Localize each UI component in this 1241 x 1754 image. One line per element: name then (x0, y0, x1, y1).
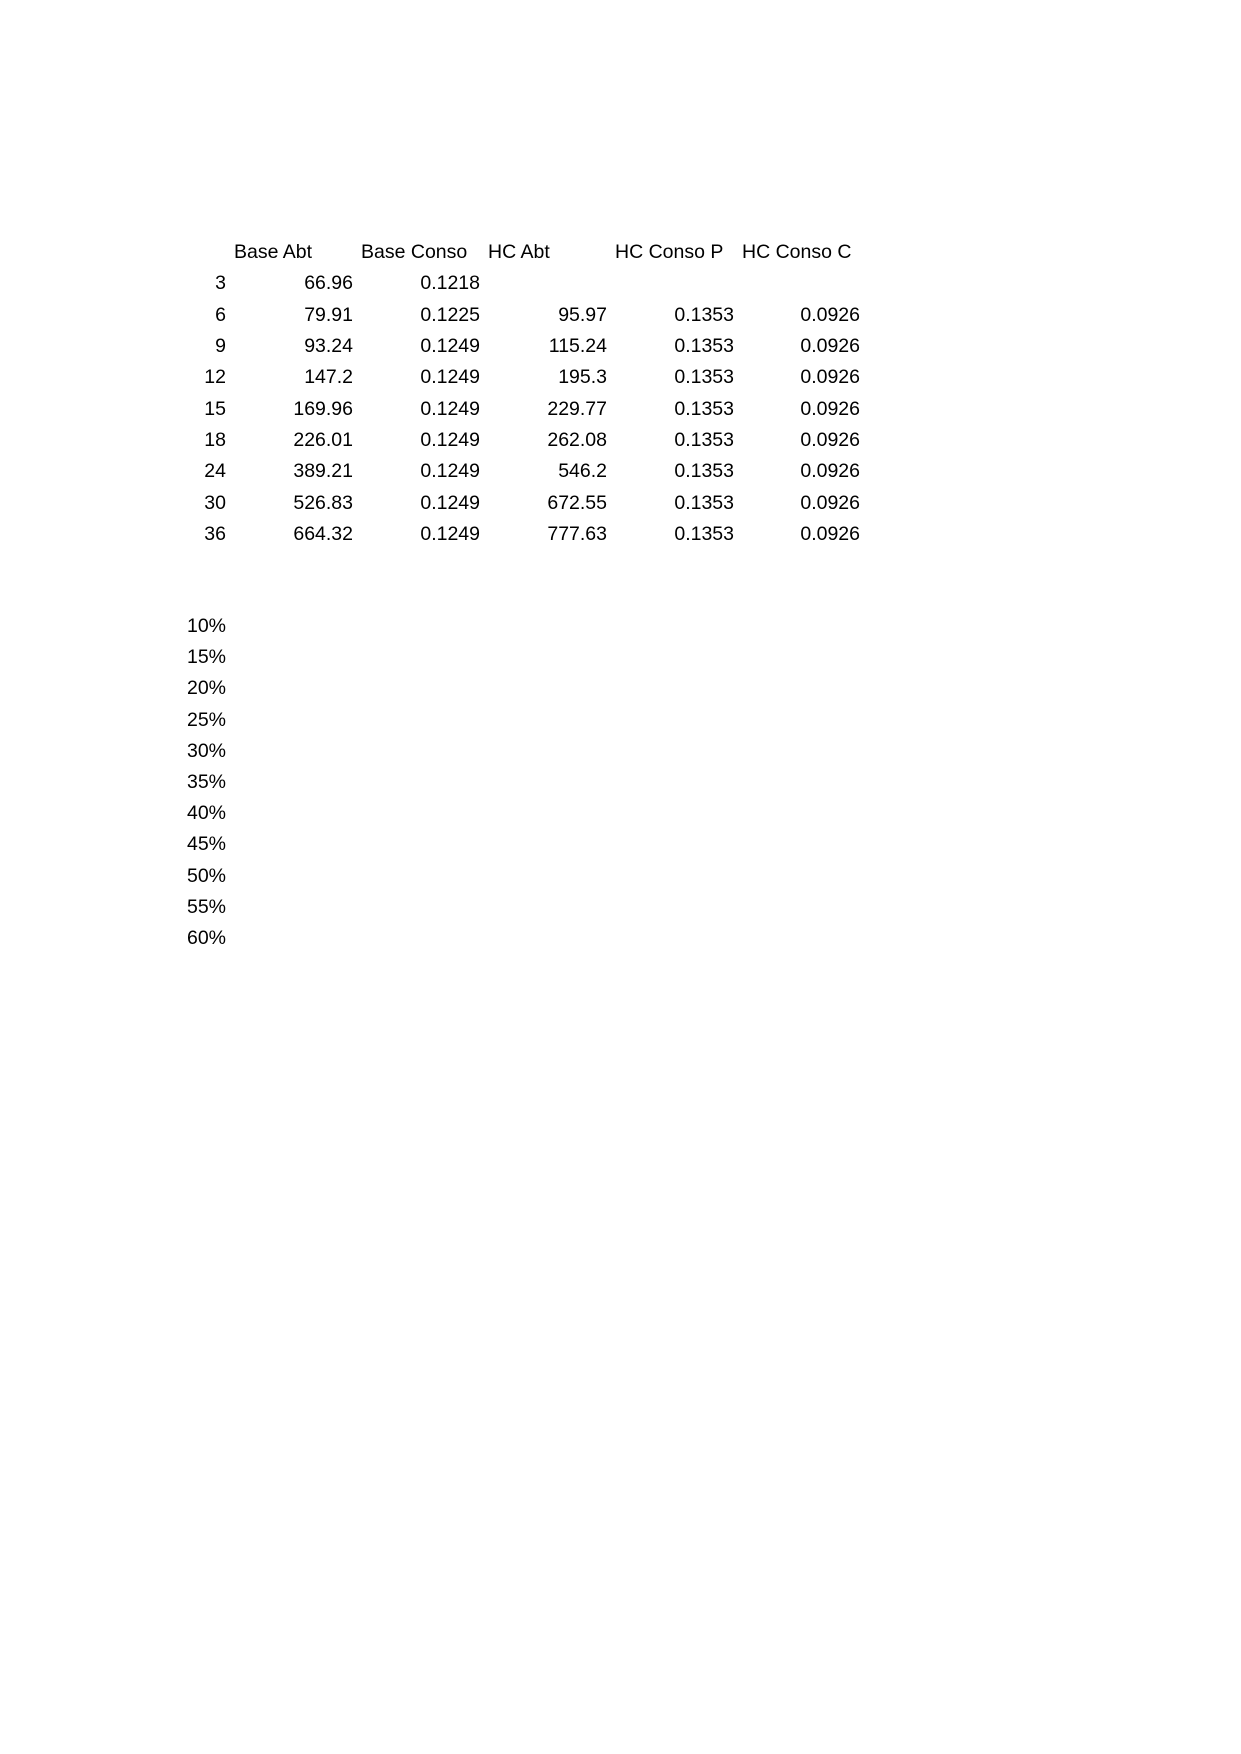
table-cell: 93.24 (304, 335, 353, 358)
table-cell: 0.1249 (420, 428, 480, 451)
table-cell (484, 268, 611, 299)
table-cell: 0.1225 (420, 303, 480, 326)
percentage-cell: 40% (186, 802, 226, 825)
table-cell: 0.1353 (674, 522, 734, 545)
table-row (164, 456, 864, 487)
table-cell: 664.32 (293, 522, 353, 545)
table-cell: 66.96 (304, 272, 353, 295)
percentage-cell: 35% (186, 770, 226, 793)
table-row (164, 425, 864, 456)
row-label-cell: 6 (215, 303, 226, 326)
table-cell: 0.1353 (674, 397, 734, 420)
row-label-cell: 30 (204, 491, 226, 514)
row-label-cell: 36 (204, 522, 226, 545)
table-cell: 546.2 (558, 460, 607, 483)
percentage-cell: 45% (186, 833, 226, 856)
percentage-cell: 60% (186, 926, 226, 949)
header-cell: Base Abt (234, 241, 313, 264)
percentage-cell: 50% (186, 864, 226, 887)
table-cell: 229.77 (547, 397, 607, 420)
table-cell (738, 268, 864, 299)
header-cell: HC Conso P (615, 241, 724, 264)
table-cell: 0.1249 (420, 397, 480, 420)
table-cell: 0.0926 (800, 397, 860, 420)
table-cell: 0.0926 (800, 428, 860, 451)
table-cell: 0.1249 (420, 366, 480, 389)
table-cell: 95.97 (558, 303, 607, 326)
table-row (164, 331, 864, 362)
table-cell: 526.83 (293, 491, 353, 514)
row-label-cell: 15 (204, 397, 226, 420)
table-cell: 0.1353 (674, 303, 734, 326)
table-cell: 0.1249 (420, 335, 480, 358)
table-cell: 262.08 (547, 428, 607, 451)
row-label-cell: 18 (204, 428, 226, 451)
table-cell: 195.3 (558, 366, 607, 389)
table-cell: 0.1353 (674, 491, 734, 514)
table-cell (611, 268, 738, 299)
header-cell: HC Conso C (742, 241, 852, 264)
header-row (164, 237, 864, 268)
table-cell: 0.0926 (800, 522, 860, 545)
row-label-cell: 3 (215, 272, 226, 295)
table-cell: 0.1249 (420, 460, 480, 483)
row-label-cell: 24 (204, 460, 226, 483)
table-cell: 0.1249 (420, 522, 480, 545)
data-table (164, 237, 864, 550)
percentage-list (164, 611, 230, 954)
table-cell: 0.1218 (420, 272, 480, 295)
table-cell: 79.91 (304, 303, 353, 326)
table-cell: 147.2 (304, 366, 353, 389)
table-cell: 0.1249 (420, 491, 480, 514)
table-cell: 0.0926 (800, 303, 860, 326)
percentage-cell: 30% (186, 739, 226, 762)
table-cell: 0.0926 (800, 491, 860, 514)
table-cell: 226.01 (293, 428, 353, 451)
table-cell: 0.1353 (674, 460, 734, 483)
header-cell: Base Conso (361, 241, 468, 264)
header-cell: HC Abt (488, 241, 550, 264)
table-cell: 0.0926 (800, 335, 860, 358)
table-cell: 0.0926 (800, 366, 860, 389)
row-label-cell: 9 (215, 335, 226, 358)
table-cell: 389.21 (293, 460, 353, 483)
table-cell: 0.1353 (674, 335, 734, 358)
table-row (164, 487, 864, 518)
table-cell: 0.0926 (800, 460, 860, 483)
percentage-cell: 10% (186, 615, 226, 637)
table-cell: 0.1353 (674, 366, 734, 389)
table-row (164, 393, 864, 424)
percentage-cell: 25% (186, 708, 226, 731)
header-cell (164, 237, 230, 268)
table-cell: 0.1353 (674, 428, 734, 451)
table-cell: 672.55 (547, 491, 607, 514)
percentage-cell: 15% (186, 646, 226, 669)
table-cell: 115.24 (548, 335, 607, 358)
row-label-cell: 12 (204, 366, 226, 389)
table-row (164, 362, 864, 393)
table-cell: 169.96 (293, 397, 353, 420)
table-cell: 777.63 (547, 522, 607, 545)
percentage-cell: 55% (186, 895, 226, 918)
percentage-cell: 20% (186, 677, 226, 700)
table-row (164, 268, 864, 299)
table-row (164, 300, 864, 331)
table-row (164, 519, 864, 550)
